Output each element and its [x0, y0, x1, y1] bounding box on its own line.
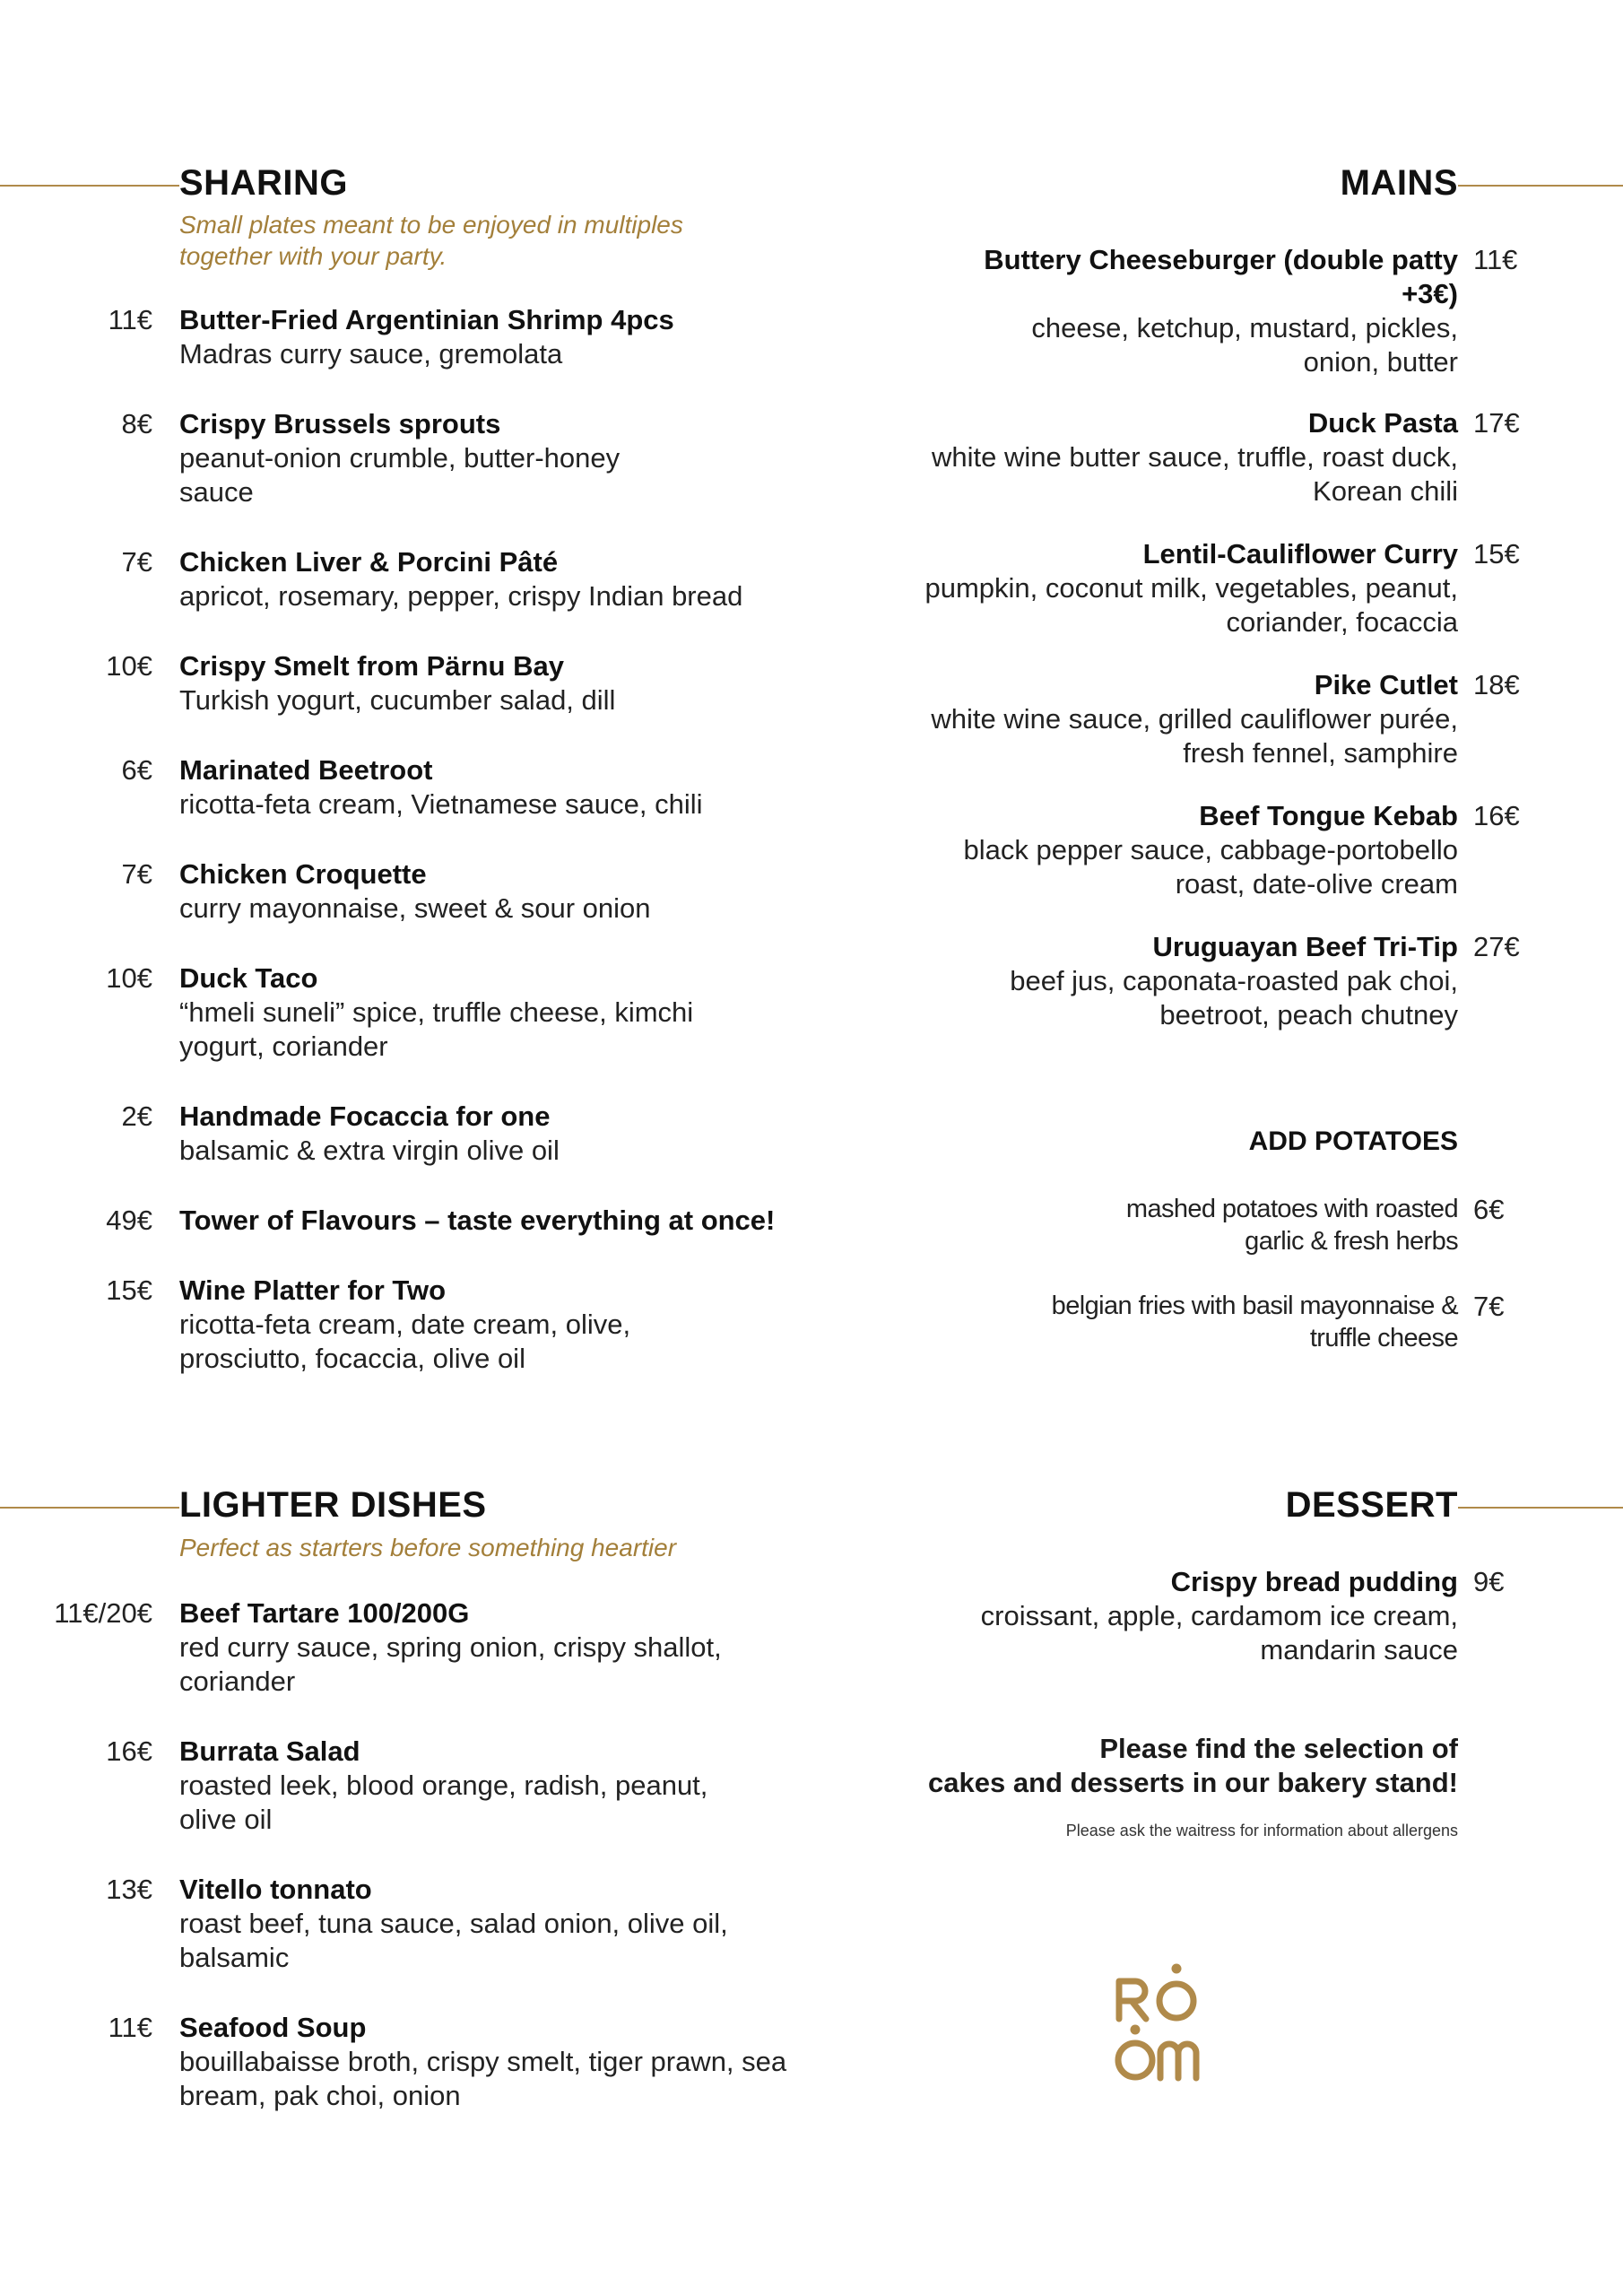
item-description: ricotta-feta cream, Vietnamese sauce, chili [179, 788, 703, 820]
item-name: Handmade Focaccia for one [179, 1100, 551, 1132]
item-price: 27€ [1473, 931, 1520, 962]
item-price: 7€ [121, 546, 152, 578]
bakery-notice-line2: cakes and desserts in our bakery stand! [928, 1767, 1458, 1798]
item-name: Duck Taco [179, 962, 318, 994]
item-price: 7€ [121, 858, 152, 890]
item-description: belgian fries with basil mayonnaise & truffle cheese [1051, 1292, 1458, 1352]
item-name: Crispy Brussels sprouts [179, 408, 501, 439]
menu-item [884, 537, 1458, 639]
item-price: 16€ [1473, 800, 1520, 831]
sharing-rule [0, 185, 179, 187]
item-price: 11€ [108, 304, 152, 335]
item-name: Chicken Liver & Porcini Pâté [179, 546, 559, 578]
item-description: white wine butter sauce, truffle, roast duck, Korean chili [931, 441, 1458, 507]
item-description: roast beef, tuna sauce, salad onion, olive oil, balsamic [179, 1908, 728, 1973]
mains-rule [1458, 185, 1623, 187]
item-description: curry mayonnaise, sweet & sour onion [179, 892, 651, 924]
potato-item [1010, 1290, 1458, 1354]
item-description: pumpkin, coconut milk, vegetables, peanut, coriander, focaccia [924, 572, 1458, 638]
item-description: Madras curry sauce, gremolata [179, 338, 563, 370]
menu-item [902, 799, 1458, 901]
item-description: ricotta-feta cream, date cream, olive, prosciutto, focaccia, olive oil [179, 1309, 631, 1374]
menu-item [884, 406, 1458, 509]
bakery-notice [830, 1732, 1458, 1800]
item-description: apricot, rosemary, pepper, crispy Indian bread [179, 580, 743, 612]
sharing-title: SHARING [179, 163, 348, 203]
item-description: “hmeli suneli” spice, truffle cheese, kimchi yogurt, coriander [179, 996, 694, 1062]
menu-item [179, 753, 798, 822]
lighter-subtitle: Perfect as starters before something heartier [179, 1534, 677, 1561]
item-price: 11€/20€ [54, 1597, 152, 1629]
item-price: 15€ [106, 1274, 152, 1306]
item-name: Crispy Smelt from Pärnu Bay [179, 650, 564, 682]
item-name: Lentil-Cauliflower Curry [1142, 538, 1458, 570]
sharing-subtitle-line2: together with your party. [179, 242, 447, 270]
allergen-note: Please ask the waitress for information about allergens [1065, 1822, 1458, 1839]
item-name: Buttery Cheeseburger (double patty +3€) [984, 244, 1458, 309]
menu-item [902, 1565, 1458, 1667]
menu-item [956, 243, 1458, 379]
item-description: black pepper sauce, cabbage-portobello roast, date-olive cream [963, 834, 1458, 900]
mains-title: MAINS [1340, 163, 1458, 203]
menu-item [179, 1735, 771, 1837]
item-price: 18€ [1473, 669, 1520, 700]
logo-dot [1131, 2025, 1141, 2035]
item-price: 10€ [106, 650, 152, 682]
item-price: 17€ [1473, 407, 1520, 439]
item-name: Tower of Flavours – taste everything at once! [179, 1205, 776, 1236]
item-price: 9€ [1473, 1566, 1505, 1597]
logo-letter-m [1160, 2044, 1196, 2078]
item-name: Pike Cutlet [1314, 669, 1458, 700]
potato-item [1063, 1193, 1458, 1257]
item-description: balsamic & extra virgin olive oil [179, 1135, 560, 1166]
potatoes-title: ADD POTATOES [1248, 1126, 1458, 1156]
menu-item [179, 1274, 717, 1376]
logo-letter-o [1159, 1984, 1193, 2018]
item-price: 8€ [121, 408, 152, 439]
item-description: Turkish yogurt, cucumber salad, dill [179, 684, 616, 716]
item-description: white wine sauce, grilled cauliflower purée, fresh fennel, samphire [931, 703, 1458, 769]
item-price: 49€ [106, 1205, 152, 1236]
item-description: croissant, apple, cardamom ice cream, mandarin sauce [980, 1600, 1458, 1665]
menu-item [884, 668, 1458, 770]
menu-item [179, 1596, 789, 1699]
item-description: bouillabaisse broth, crispy smelt, tiger prawn, sea bream, pak choi, onion [179, 2046, 787, 2111]
item-price: 11€ [108, 2012, 152, 2043]
item-name: Vitello tonnato [179, 1874, 372, 1905]
logo-letter-o [1118, 2043, 1152, 2077]
menu-item [179, 1100, 798, 1168]
menu-item [920, 930, 1458, 1032]
item-name: Chicken Croquette [179, 858, 427, 890]
item-description: roasted leek, blood orange, radish, peanut, olive oil [179, 1770, 708, 1835]
item-description: mashed potatoes with roasted garlic & fresh herbs [1125, 1195, 1458, 1256]
item-price: 6€ [121, 754, 152, 786]
menu-item [179, 649, 798, 718]
menu-item [179, 407, 681, 509]
menu-item [179, 961, 753, 1064]
dessert-rule [1458, 1507, 1623, 1509]
item-price: 16€ [106, 1735, 152, 1767]
item-price: 7€ [1473, 1291, 1505, 1322]
item-name: Wine Platter for Two [179, 1274, 447, 1306]
item-price: 13€ [106, 1874, 152, 1905]
sharing-subtitle-line1: Small plates meant to be enjoyed in multiples [179, 211, 683, 239]
item-name: Beef Tongue Kebab [1199, 800, 1458, 831]
item-description: peanut-onion crumble, butter-honey sauce [179, 442, 621, 508]
item-price: 10€ [106, 962, 152, 994]
menu-item [179, 303, 798, 371]
menu-item [179, 2011, 789, 2113]
logo-dot [1172, 1964, 1182, 1974]
item-price: 11€ [1473, 244, 1518, 275]
item-name: Butter-Fried Argentinian Shrimp 4pcs [179, 304, 674, 335]
logo-letter-r [1119, 1981, 1146, 2019]
lighter-rule [0, 1507, 179, 1509]
item-name: Burrata Salad [179, 1735, 360, 1767]
room-logo [1108, 1960, 1225, 2085]
bakery-notice-line1: Please find the selection of [1099, 1733, 1458, 1764]
item-price: 6€ [1473, 1194, 1505, 1225]
menu-item [179, 1873, 789, 1975]
lighter-title: LIGHTER DISHES [179, 1485, 487, 1525]
item-name: Crispy bread pudding [1170, 1566, 1458, 1597]
item-name: Duck Pasta [1307, 407, 1458, 439]
item-name: Marinated Beetroot [179, 754, 433, 786]
dessert-title: DESSERT [1285, 1485, 1458, 1525]
item-price: 15€ [1473, 538, 1520, 570]
item-description: beef jus, caponata-roasted pak choi, beetroot, peach chutney [1010, 965, 1458, 1031]
menu-item [179, 1204, 798, 1238]
item-name: Beef Tartare 100/200G [179, 1597, 470, 1629]
sharing-subtitle [179, 209, 683, 272]
menu-item [179, 857, 798, 926]
item-description: red curry sauce, spring onion, crispy shallot, coriander [179, 1631, 722, 1697]
menu-item [179, 545, 798, 613]
item-name: Uruguayan Beef Tri-Tip [1152, 931, 1458, 962]
item-name: Seafood Soup [179, 2012, 367, 2043]
item-price: 2€ [121, 1100, 152, 1132]
item-description: cheese, ketchup, mustard, pickles, onion, butter [1031, 312, 1458, 378]
